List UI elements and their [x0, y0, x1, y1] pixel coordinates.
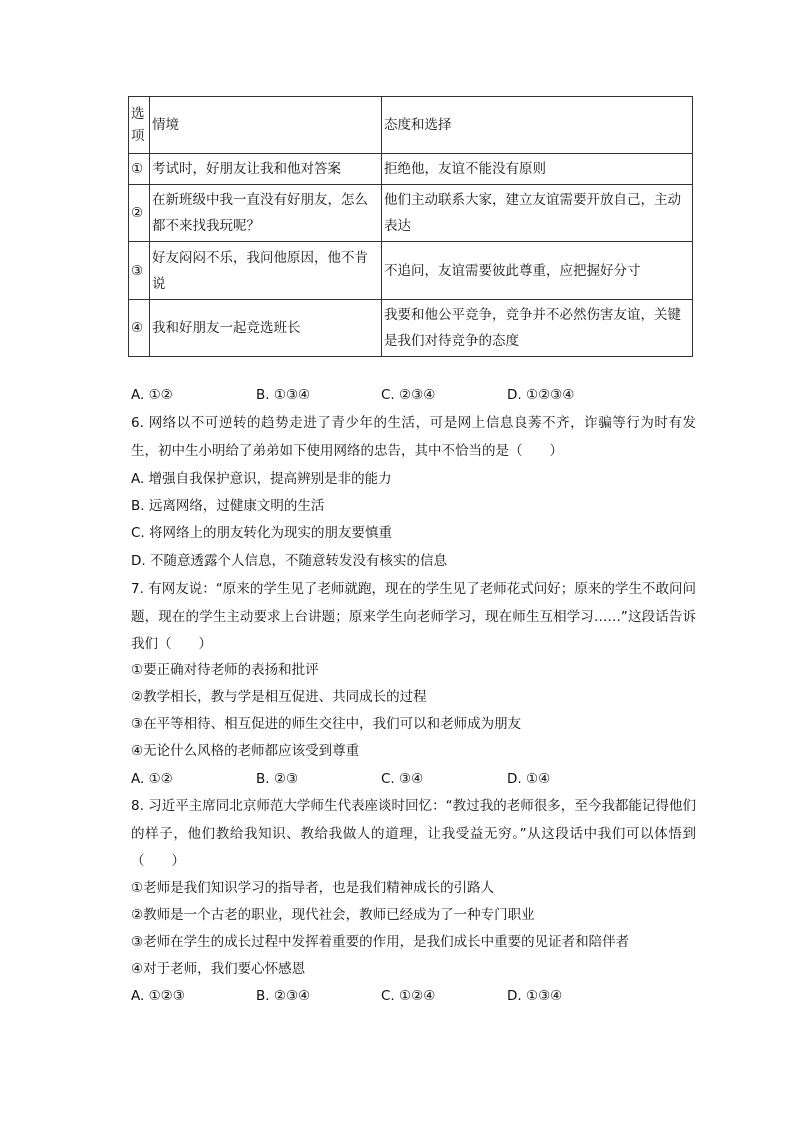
table-row	[129, 154, 693, 185]
q6-option-b: B. 远离网络，过健康文明的生活	[131, 498, 325, 514]
table-row	[129, 242, 693, 300]
table-header-row	[129, 97, 693, 154]
row-situation: 考试时，好朋友让我和他对答案	[150, 154, 382, 185]
header-attitude: 态度和选择	[382, 97, 693, 154]
q8-choice-a: A. ①②③	[131, 988, 185, 1004]
q7-item-4: ④无论什么风格的老师都应该受到尊重	[131, 743, 360, 759]
q7-choice-d: D. ①④	[507, 771, 551, 787]
q8-choice-b: B. ②③④	[256, 988, 311, 1004]
options-table	[128, 96, 693, 357]
q7-item-2: ②教学相长，教与学是相互促进、共同成长的过程	[131, 689, 427, 705]
q7-choice-a: A. ①②	[131, 771, 173, 787]
q8-item-3: ③老师在学生的成长过程中发挥着重要的作用，是我们成长中重要的见证者和陪伴者	[131, 934, 630, 950]
q6-option-a: A. 增强自我保护意识，提高辨别是非的能力	[131, 471, 392, 487]
q7-choice-b: B. ②③	[256, 771, 299, 787]
header-option: 选项	[129, 97, 150, 154]
q8-choice-c: C. ①②④	[381, 988, 436, 1004]
row-situation: 我和好朋友一起竞选班长	[150, 300, 382, 357]
row-attitude: 拒绝他，友谊不能没有原则	[382, 154, 693, 185]
row-attitude: 我要和他公平竞争，竞争并不必然伤害友谊，关键是我们对待竞争的态度	[382, 300, 693, 357]
q6-stem: 6. 网络以不可逆转的趋势走进了青少年的生活，可是网上信息良莠不齐，诈骗等行为时有发生，初中生小明给了弟弟如下使用网络的忠告，其中不恰当的是（ ）	[131, 415, 696, 459]
q7-item-1: ①要正确对待老师的表扬和批评	[131, 662, 319, 678]
q5-choice-a: A. ①②	[131, 387, 173, 403]
q7-choice-c: C. ③④	[381, 771, 424, 787]
q7-stem: 7. 有网友说：“原来的学生见了老师就跑，现在的学生见了老师花式问好；原来的学生不敢问问题，现在的学生主动要求上台讲题；原来学生向老师学习，现在师生互相学习……”这段话告诉我们（ ）	[131, 581, 696, 652]
row-situation: 在新班级中我一直没有好朋友，怎么都不来找我玩呢？	[150, 185, 382, 242]
table-row	[129, 300, 693, 357]
row-situation: 好友闷闷不乐，我问他原因，他不肯说	[150, 242, 382, 300]
row-attitude: 不追问，友谊需要彼此尊重，应把握好分寸	[382, 242, 693, 300]
row-number: ②	[129, 185, 150, 242]
q8-choice-d: D. ①③④	[507, 988, 563, 1004]
q8-item-1: ①老师是我们知识学习的指导者，也是我们精神成长的引路人	[131, 880, 495, 896]
q8-stem: 8. 习近平主席同北京师范大学师生代表座谈时回忆：“教过我的老师很多，至今我都能记得他们的样子，他们教给我知识、教给我做人的道理，让我受益无穷。”从这段话中我们可以体悟到（ ）	[131, 798, 696, 869]
row-attitude: 他们主动联系大家，建立友谊需要开放自己，主动表达	[382, 185, 693, 242]
row-number: ④	[129, 300, 150, 357]
header-situation: 情境	[150, 97, 382, 154]
q5-choice-d: D. ①②③④	[507, 387, 575, 403]
q6-option-c: C. 将网络上的朋友转化为现实的朋友要慎重	[131, 525, 393, 541]
q6-option-d: D. 不随意透露个人信息，不随意转发没有核实的信息	[131, 553, 447, 569]
q8-item-2: ②教师是一个古老的职业，现代社会，教师已经成为了一种专门职业	[131, 907, 535, 923]
q8-item-4: ④对于老师，我们要心怀感恩	[131, 961, 306, 977]
q5-choice-c: C. ②③④	[381, 387, 436, 403]
q7-item-3: ③在平等相待、相互促进的师生交往中，我们可以和老师成为朋友	[131, 716, 522, 732]
q5-choice-b: B. ①③④	[256, 387, 311, 403]
row-number: ①	[129, 154, 150, 185]
row-number: ③	[129, 242, 150, 300]
table-row	[129, 185, 693, 242]
